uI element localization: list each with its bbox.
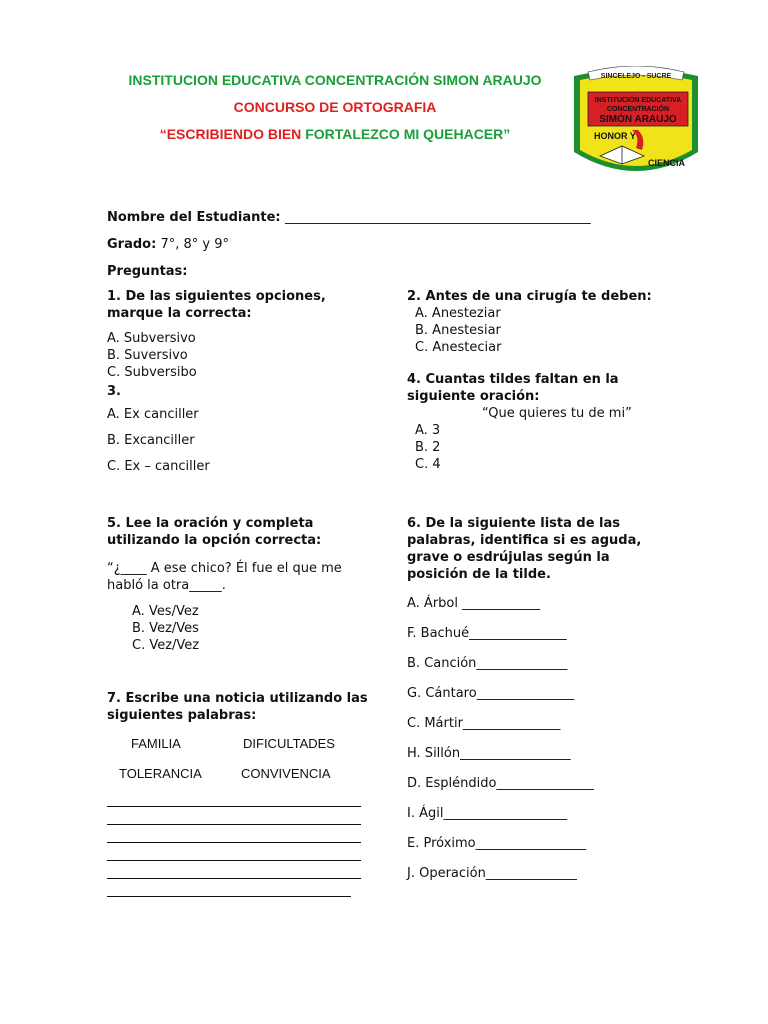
student-name-field[interactable]: _______________________________________________ — [285, 210, 591, 225]
logo-line1: INSTITUCIÓN EDUCATIVA — [594, 97, 682, 104]
q4-title-line2: siguiente oración: — [407, 389, 540, 404]
q4-title-line1: 4. Cuantas tildes faltan en la — [407, 372, 619, 387]
q5-title-line2: utilizando la opción correcta: — [107, 533, 322, 548]
motto-part2: FORTALEZCO MI QUEHACER” — [305, 126, 511, 142]
q7-answer-line[interactable] — [107, 878, 361, 879]
q5-option-c[interactable]: C. Vez/Vez — [132, 638, 200, 653]
question-5 — [107, 515, 342, 654]
q7-word-familia: FAMILIA — [131, 736, 181, 751]
q7-answer-line[interactable] — [107, 842, 361, 843]
q2-title: 2. Antes de una cirugía te deben: — [407, 289, 652, 304]
question-2 — [407, 288, 652, 356]
logo-honor: HONOR Y — [594, 131, 636, 141]
q7-answer-line[interactable] — [107, 824, 361, 825]
q6-item[interactable]: J. Operación______________ — [407, 866, 577, 881]
question-6 — [407, 515, 641, 882]
q3-option-a[interactable]: A. Ex canciller — [107, 407, 199, 422]
q2-option-b[interactable]: B. Anestesiar — [415, 323, 501, 338]
q7-word-dificultades: DIFICULTADES — [243, 736, 335, 751]
questions-label: Preguntas: — [107, 264, 188, 279]
q1-option-a[interactable]: A. Subversivo — [107, 331, 196, 346]
q2-option-a[interactable]: A. Anesteziar — [415, 306, 501, 321]
motto-part1: “ESCRIBIENDO BIEN — [159, 126, 302, 142]
question-3 — [107, 383, 210, 475]
q5-sentence-line2: habló la otra_____. — [107, 578, 226, 593]
q7-title-line2: siguientes palabras: — [107, 708, 257, 723]
q4-sentence: “Que quieres tu de mi” — [482, 406, 632, 421]
question-4 — [407, 371, 632, 473]
q1-option-b[interactable]: B. Suversivo — [107, 348, 188, 363]
grade-value: 7°, 8° y 9° — [160, 237, 229, 252]
contest-title: CONCURSO DE ORTOGRAFIA — [233, 99, 437, 115]
q1-title-line1: 1. De las siguientes opciones, — [107, 289, 326, 304]
q7-word-convivencia: CONVIVENCIA — [241, 766, 331, 781]
logo-top-text: SINCELEJO - SUCRE — [600, 73, 672, 80]
q3-title: 3. — [107, 384, 121, 399]
grade-label: Grado: — [107, 237, 157, 252]
q6-item[interactable]: B. Canción______________ — [407, 656, 568, 671]
q6-item[interactable]: I. Ágil___________________ — [407, 806, 567, 821]
q5-option-a[interactable]: A. Ves/Vez — [132, 604, 199, 619]
q2-option-c[interactable]: C. Anesteciar — [415, 340, 502, 355]
q6-title-line1: 6. De la siguiente lista de las — [407, 516, 621, 531]
q5-title-line1: 5. Lee la oración y completa — [107, 516, 314, 531]
q7-title-line1: 7. Escribe una noticia utilizando las — [107, 691, 368, 706]
q4-option-b[interactable]: B. 2 — [415, 440, 441, 455]
q1-option-c[interactable]: C. Subversibo — [107, 365, 197, 380]
q6-item[interactable]: G. Cántaro_______________ — [407, 686, 575, 701]
q6-item[interactable]: F. Bachué_______________ — [407, 626, 567, 641]
q6-item[interactable]: H. Sillón_________________ — [407, 746, 571, 761]
logo-line2: CONCENTRACIÓN — [606, 106, 670, 113]
q3-option-b[interactable]: B. Excanciller — [107, 433, 195, 448]
school-name: INSTITUCION EDUCATIVA CONCENTRACIÓN SIMON ARAUJO — [128, 72, 542, 88]
grade-row — [107, 236, 229, 253]
q1-title-line2: marque la correcta: — [107, 306, 252, 321]
question-7 — [107, 690, 368, 724]
q6-title-line3: grave o esdrújulas según la — [407, 550, 610, 565]
q6-item[interactable]: A. Árbol ____________ — [407, 596, 541, 611]
q6-item[interactable]: C. Mártir_______________ — [407, 716, 561, 731]
q7-word-tolerancia: TOLERANCIA — [119, 766, 202, 781]
logo-line3: SIMÓN ARAUJO — [599, 114, 677, 125]
q3-option-c[interactable]: C. Ex – canciller — [107, 459, 210, 474]
q5-option-b[interactable]: B. Vez/Ves — [132, 621, 199, 636]
question-1 — [107, 288, 326, 381]
q6-item[interactable]: E. Próximo_________________ — [407, 836, 587, 851]
q4-option-a[interactable]: A. 3 — [415, 423, 441, 438]
q7-answer-line[interactable] — [107, 896, 351, 897]
q6-title-line2: palabras, identifica si es aguda, — [407, 533, 642, 548]
logo-ciencia: CIENCIA — [648, 158, 686, 168]
q7-answer-line[interactable] — [107, 860, 361, 861]
q7-answer-line[interactable] — [107, 806, 361, 807]
q5-sentence-line1: “¿____ A ese chico? Él fue el que me — [107, 561, 342, 576]
q6-item[interactable]: D. Espléndido_______________ — [407, 776, 594, 791]
q6-title-line4: posición de la tilde. — [407, 567, 551, 582]
q4-option-c[interactable]: C. 4 — [415, 457, 441, 472]
student-name-label: Nombre del Estudiante: — [107, 210, 281, 225]
school-shield-logo — [570, 66, 702, 186]
student-name-row — [107, 209, 591, 226]
